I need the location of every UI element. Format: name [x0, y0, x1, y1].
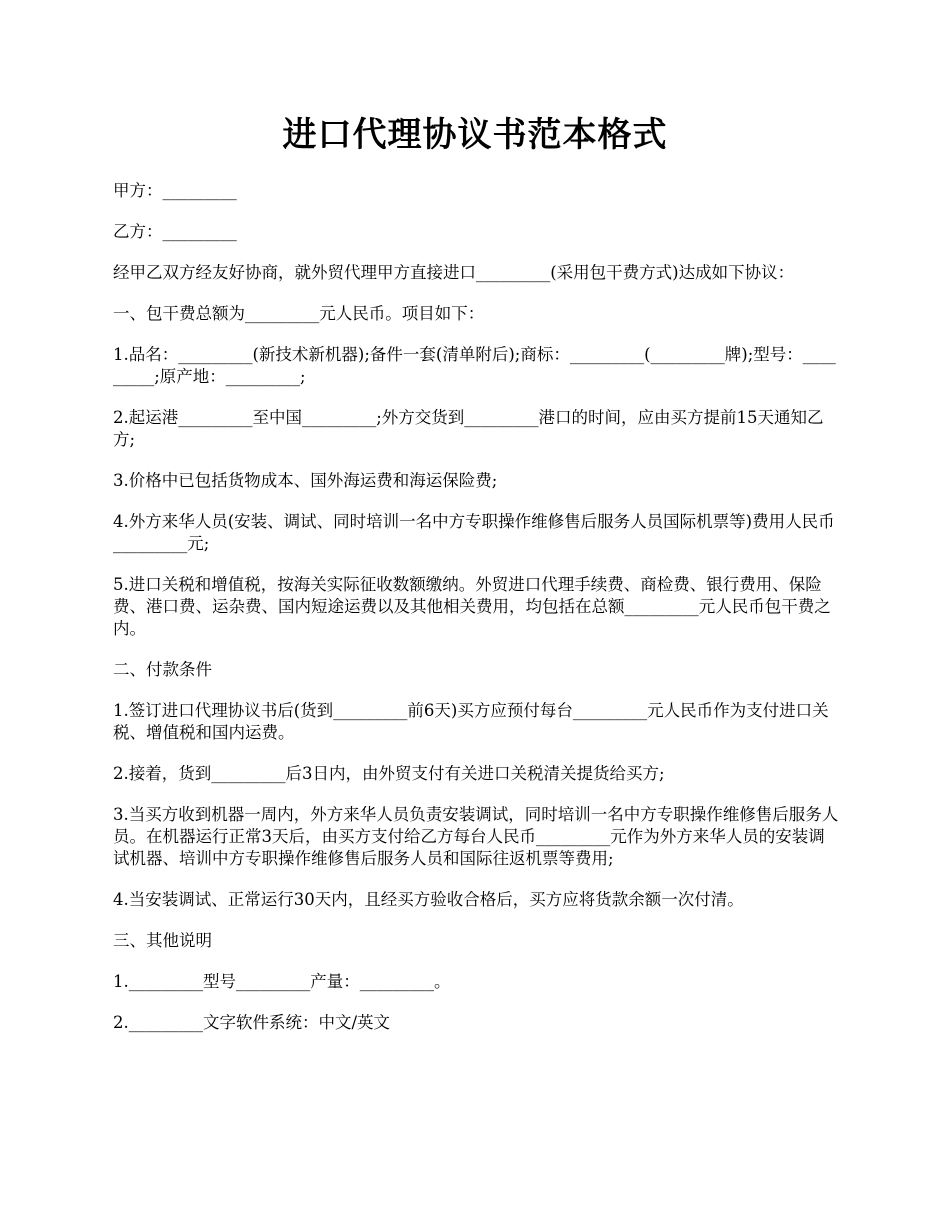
payment-clause-2: 2.接着，货到_________后3日内，由外贸支付有关进口关税清关提货给买方; [113, 764, 665, 783]
payment-clause-3: 3.当买方收到机器一周内，外方来华人员负责安装调试，同时培训一名中方专职操作维修售后服务人员。在机器运行正常3天后，由买方支付给乙方每台人民币_________元作为外方来华人员的安装调试机器、培训中方专职操作维修售后服务人员和国际往返机票等费用; [113, 805, 839, 868]
section-heading-payment: 二、付款条件 [113, 660, 212, 679]
clause-1-product: 1.品名：_________(新技术新机器);备件一套(清单附后);商标：_________(_________牌);型号：_________;原产地：_________; [113, 345, 836, 386]
document-title: 进口代理协议书范本格式 [282, 115, 668, 155]
document-body [113, 180, 841, 1053]
clause-5-taxes: 5.进口关税和增值税，按海关实际征收数额缴纳。外贸进口代理手续费、商检费、银行费用、保险费、港口费、运杂费、国内短途运费以及其他相关费用，均包括在总额_________元人民币包干费之内。 [113, 575, 831, 638]
section-heading-fee: 一、包干费总额为_________元人民币。项目如下： [113, 304, 485, 323]
payment-clause-1: 1.签订进口代理协议书后(货到_________前6天)买方应预付每台_________元人民币作为支付进口关税、增值税和国内运费。 [113, 701, 829, 742]
clause-4-personnel-fee: 4.外方来华人员(安装、调试、同时培训一名中方专职操作维修售后服务人员国际机票等)费用人民币_________元; [113, 512, 835, 553]
payment-clause-4: 4.当安装调试、正常运行30天内，且经买方验收合格后，买方应将货款余额一次付清。 [113, 890, 744, 909]
clause-2-shipping: 2.起运港_________至中国_________;外方交货到_________港口的时间，应由买方提前15天通知乙方; [113, 408, 824, 449]
party-b-line: 乙方：_________ [113, 222, 237, 241]
party-a-line: 甲方：_________ [113, 181, 237, 200]
other-clause-2: 2._________文字软件系统：中文/英文 [113, 1013, 391, 1032]
intro-paragraph: 经甲乙双方经友好协商，就外贸代理甲方直接进口_________(采用包干费方式)达成如下协议： [113, 263, 795, 282]
clause-3-price: 3.价格中已包括货物成本、国外海运费和海运保险费; [113, 471, 498, 490]
section-heading-other: 三、其他说明 [113, 931, 212, 950]
other-clause-1: 1._________型号_________产量：_________。 [113, 972, 451, 991]
